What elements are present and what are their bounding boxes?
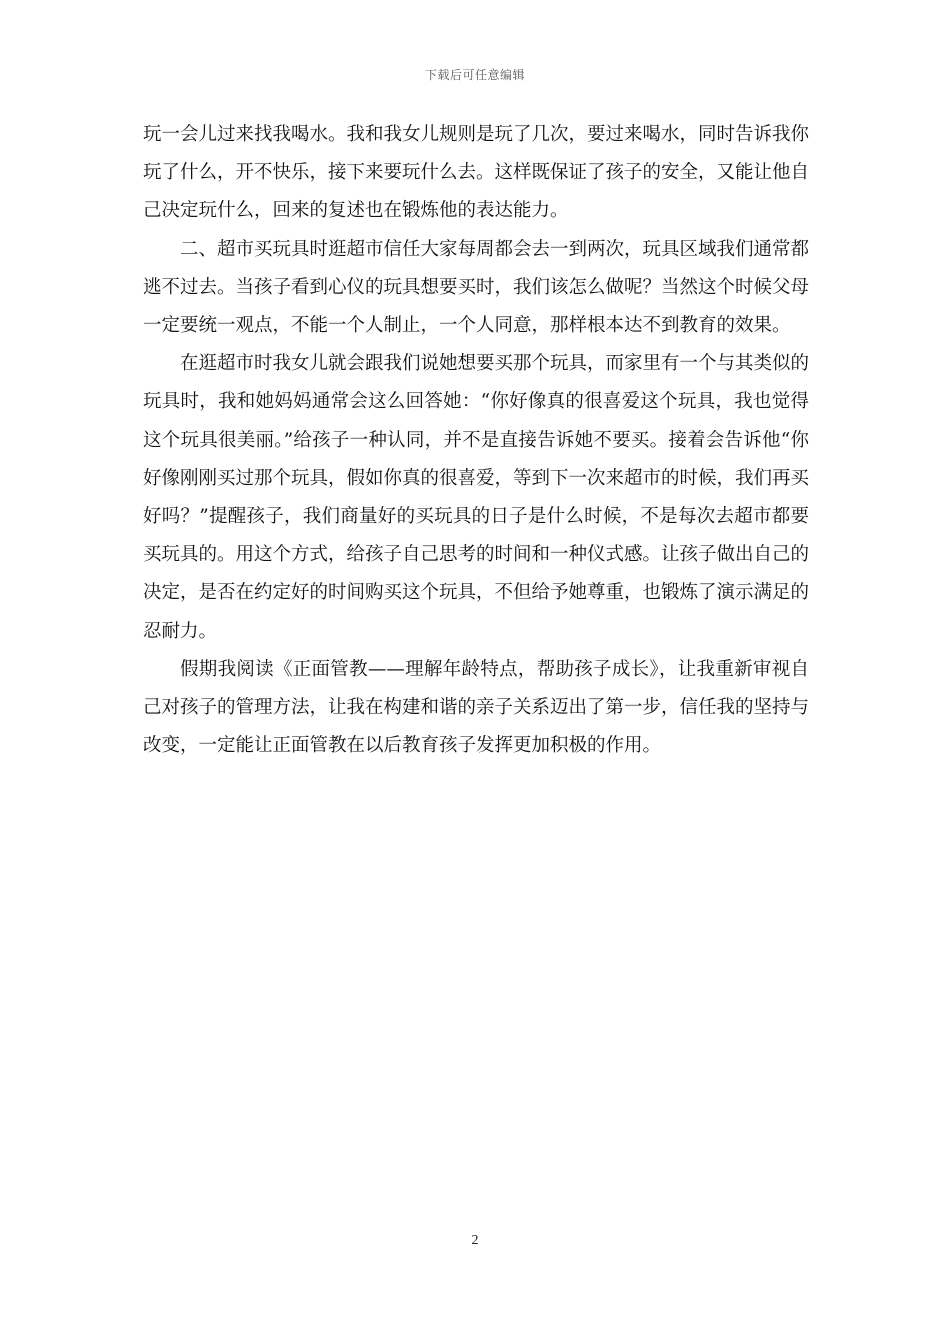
paragraph-conclusion: 假期我阅读《正面管教——理解年龄特点，帮助孩子成长》，让我重新审视自己对孩子的管理方法，让我在构建和谐的亲子关系迈出了第一步，信任我的坚持与改变，一定能让正面管教在以后教育孩子发挥更加积极的作用。 [143,658,810,757]
page-number: 2 [471,1233,479,1248]
document-body [143,116,809,765]
paragraph-supermarket-toys: 二、超市买玩具时逛超市信任大家每周都会去一到两次，玩具区域我们通常都逃不过去。当孩子看到心仪的玩具想要买时，我们该怎么做呢？当然这个时候父母一定要统一观点，不能一个人制止，一个人同意，那样根本达不到教育的效果。 [143,238,810,337]
paragraph-daughter-example: 在逛超市时我女儿就会跟我们说她想要买那个玩具，而家里有一个与其类似的玩具时，我和她妈妈通常会这么回答她：“你好像真的很喜爱这个玩具，我也觉得这个玩具很美丽。”给孩子一种认同，并不是直接告诉她不要买。接着会告诉他“你好像刚刚买过那个玩具，假如你真的很喜爱，等到下一次来超市的时候，我们再买好吗？”提醒孩子，我们商量好的买玩具的日子是什么时候，不是每次去超市都要买玩具的。用这个方式，给孩子自己思考的时间和一种仪式感。让孩子做出自己的决定，是否在约定好的时间购买这个玩具，不但给予她尊重，也锻炼了演示满足的忍耐力。 [143,353,810,642]
paragraph-continuation: 玩一会儿过来找我喝水。我和我女儿规则是玩了几次，要过来喝水，同时告诉我你玩了什么，开不快乐，接下来要玩什么去。这样既保证了孩子的安全，又能让他自己决定玩什么，回来的复述也在锻炼他的表达能力。 [143,124,810,222]
page-header: 下载后可任意编辑 [424,68,525,82]
